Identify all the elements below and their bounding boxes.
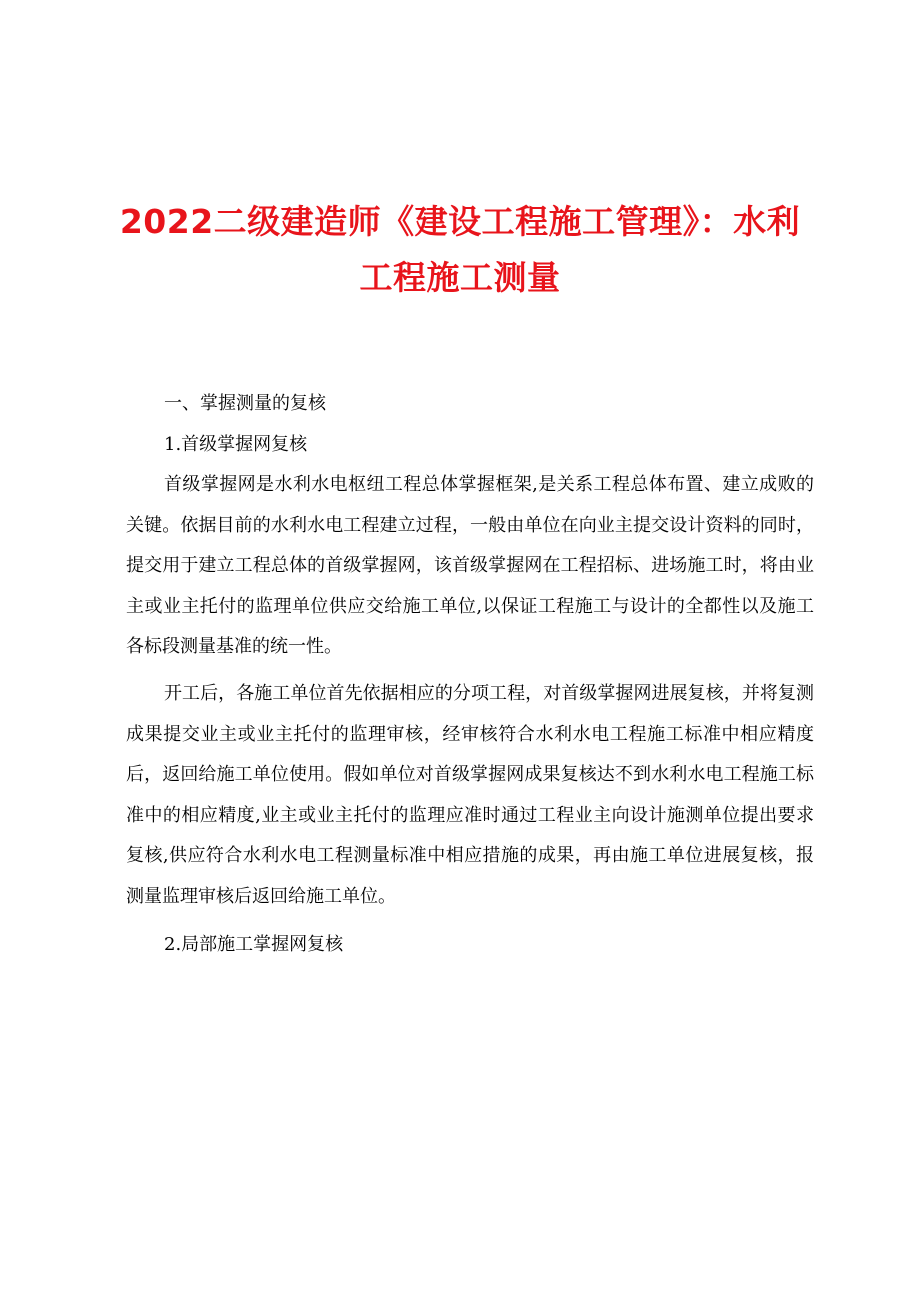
document-body (126, 383, 814, 965)
paragraph: 开工后，各施工单位首先依据相应的分项工程，对首级掌握网进展复核，并将复测成果提交业主或业主托付的监理审核，经审核符合水利水电工程施工标准中相应精度后，返回给施工单位使用。假如单位对首级掌握网成果复核达不到水利水电工程施工标准中的相应精度,业主或业主托付的监理应准时通过工程业主向设计施测单位提出要求复核,供应符合水利水电工程测量标准中相应措施的成果，再由施工单位进展复核，报测量监理审核后返回给施工单位。 (126, 682, 814, 907)
subsection-heading: 2.局部施工掌握网复核 (164, 933, 344, 955)
paragraph: 首级掌握网是水利水电枢纽工程总体掌握框架,是关系工程总体布置、建立成败的关键。依据目前的水利水电工程建立过程，一般由单位在向业主提交设计资料的同时，提交用于建立工程总体的首级掌握网，该首级掌握网在工程招标、进场施工时，将由业主或业主托付的监理单位供应交给施工单位,以保证工程施工与设计的全都性以及施工各标段测量基准的统一性。 (126, 474, 814, 658)
section-heading: 一、掌握测量的复核 (164, 393, 326, 414)
document-title: 2022二级建造师《建设工程施工管理》：水利工程施工测量 (119, 202, 801, 297)
subsection-heading: 1.首级掌握网复核 (164, 434, 308, 455)
